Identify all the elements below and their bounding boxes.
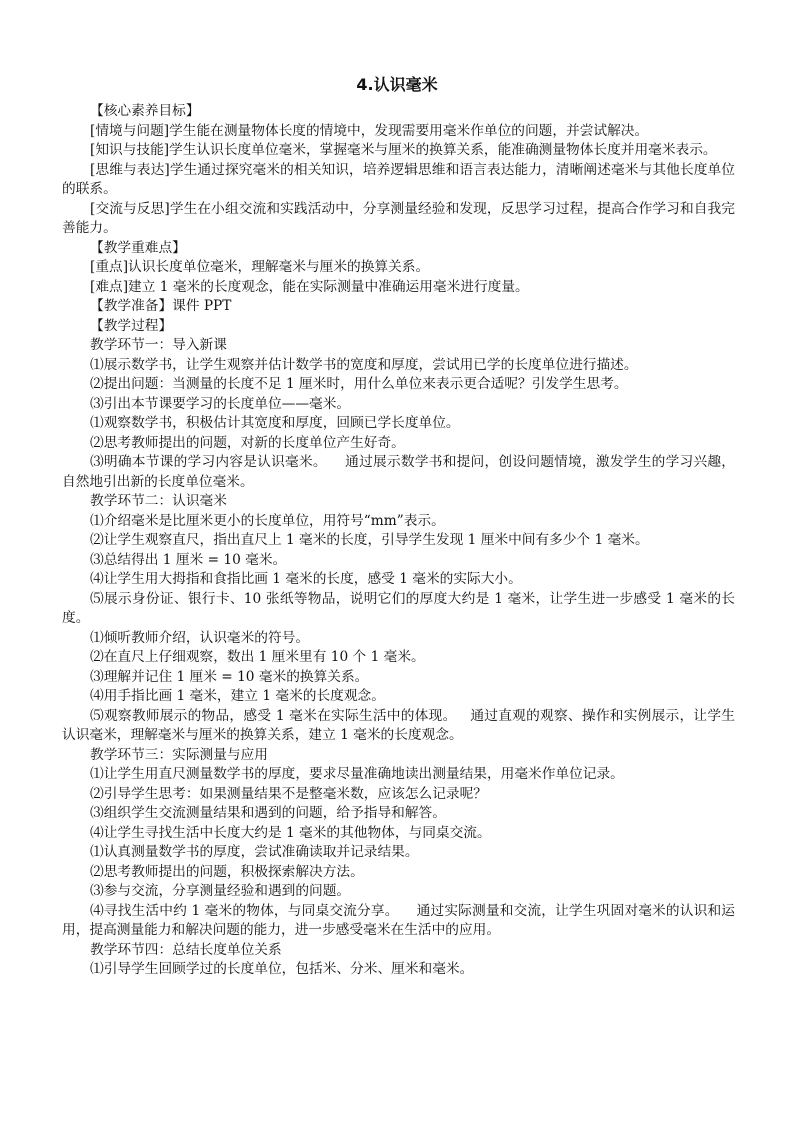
paragraph: [思维与表达]学生通过探究毫米的相关知识，培养逻辑思维和语言表达能力，清晰阐述毫米与其他长度单位的联系。	[62, 161, 735, 197]
paragraph: [情境与问题]学生能在测量物体长度的情境中，发现需要用毫米作单位的问题，并尝试解决。	[90, 122, 649, 139]
paragraph: ⑶组织学生交流测量结果和遇到的问题，给予指导和解答。	[90, 805, 446, 821]
paragraph: ⑶理解并记住 1 厘米 = 10 毫米的换算关系。	[90, 668, 369, 685]
paragraph: ⑷寻找生活中约 1 毫米的物体，与同桌交流分享。 通过实际测量和交流，让学生巩固对毫米的认识和运用，提高测量能力和解决问题的能力，进一步感受毫米在生活中的应用。	[62, 902, 735, 938]
paragraph: ⑶明确本节课的学习内容是认识毫米。 通过展示数学书和提问，创设问题情境，激发学生的学习兴趣，自然地引出新的长度单位毫米。	[62, 454, 735, 490]
page-title: 4.认识毫米	[356, 75, 438, 94]
paragraph: ⑶总结得出 1 厘米 = 10 毫米。	[90, 551, 287, 568]
paragraph: ⑵思考教师提出的问题，积极探索解决方法。	[90, 863, 364, 880]
paragraph: ⑷让学生用大拇指和食指比画 1 毫米的长度，感受 1 毫米的实际大小。	[90, 571, 522, 587]
paragraph: ⑴倾听教师介绍，认识毫米的符号。	[90, 629, 310, 646]
paragraph: ⑷让学生寻找生活中长度大约是 1 毫米的其他物体，与同桌交流。	[90, 824, 491, 841]
paragraph: ⑸观察教师展示的物品，感受 1 毫米在实际生活中的体现。 通过直观的观察、操作和实例展示，让学生认识毫米，理解毫米与厘米的换算关系，建立 1 毫米的长度观念。	[62, 707, 735, 743]
document-body	[62, 102, 735, 980]
paragraph: 【教学过程】	[90, 317, 173, 334]
paragraph: [知识与技能]学生认识长度单位毫米，掌握毫米与厘米的换算关系，能准确测量物体长度并用毫米表示。	[90, 142, 717, 158]
paragraph: 教学环节三：实际测量与应用	[90, 746, 268, 763]
paragraph: ⑵思考教师提出的问题，对新的长度单位产生好奇。	[90, 434, 405, 451]
paragraph: ⑵引导学生思考：如果测量结果不是整毫米数，应该怎么记录呢？	[90, 785, 487, 802]
paragraph: ⑴引导学生回顾学过的长度单位，包括米、分米、厘米和毫米。	[90, 961, 474, 977]
paragraph: ⑴认真测量数学书的厚度，尝试准确读取并记录结果。	[90, 844, 419, 860]
paragraph: [交流与反思]学生在小组交流和实践活动中，分享测量经验和发现，反思学习过程，提高合作学习和自我完善能力。	[62, 200, 735, 236]
paragraph: ⑴展示数学书，让学生观察并估计数学书的宽度和厚度，尝试用已学的长度单位进行描述。	[90, 356, 638, 373]
paragraph: ⑴观察数学书，积极估计其宽度和厚度，回顾已学长度单位。	[90, 415, 460, 431]
paragraph: ⑴让学生用直尺测量数学书的厚度，要求尽量准确地读出测量结果，用毫米作单位记录。	[90, 766, 624, 782]
paragraph: [重点]认识长度单位毫米，理解毫米与厘米的换算关系。	[90, 259, 430, 275]
paragraph: ⑵在直尺上仔细观察，数出 1 厘米里有 10 个 1 毫米。	[90, 649, 425, 665]
paragraph: ⑴介绍毫米是比厘米更小的长度单位，用符号“mm”表示。	[90, 512, 445, 529]
paragraph: ⑵提出问题：当测量的长度不足 1 厘米时，用什么单位来表示更合适呢？引发学生思考。	[90, 376, 628, 392]
paragraph: ⑸展示身份证、银行卡、10 张纸等物品，说明它们的厚度大约是 1 毫米，让学生进一步感受 1 毫米的长度。	[62, 590, 735, 626]
paragraph: 教学环节一：导入新课	[90, 337, 227, 353]
paragraph: [难点]建立 1 毫米的长度观念，能在实际测量中准确运用毫米进行度量。	[90, 278, 529, 295]
paragraph: ⑶参与交流，分享测量经验和遇到的问题。	[90, 883, 351, 899]
paragraph: 【核心素养目标】	[90, 103, 200, 119]
paragraph: 【教学重难点】	[90, 239, 186, 256]
paragraph: 教学环节四：总结长度单位关系	[90, 941, 282, 958]
paragraph: ⑷用手指比画 1 毫米，建立 1 毫米的长度观念。	[90, 688, 385, 704]
paragraph: ⑶引出本节课要学习的长度单位——毫米。	[90, 395, 351, 412]
paragraph: ⑵让学生观察直尺，指出直尺上 1 毫米的长度，引导学生发现 1 厘米中间有多少个 1 毫米。	[90, 532, 649, 548]
paragraph: 教学环节二：认识毫米	[90, 493, 227, 509]
paragraph: 【教学准备】课件 PPT	[90, 298, 232, 314]
